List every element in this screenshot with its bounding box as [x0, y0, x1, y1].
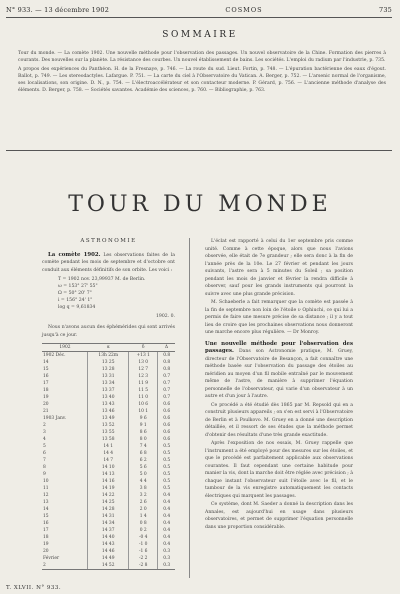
table-cell: 15 [43, 514, 49, 519]
table-cell: 20 [43, 549, 49, 554]
table-row [42, 471, 175, 478]
table-cell: 14 28 [88, 506, 128, 513]
table-cell: 0 8 [128, 520, 158, 527]
orbit-element: ω = 153° 27' 55" [58, 284, 98, 289]
table-cell: 4 [43, 437, 46, 442]
table-cell: 11 [43, 486, 49, 491]
table-cell: 2 [43, 423, 46, 428]
table-cell: 1902 Déc. [43, 353, 66, 358]
table-row [42, 422, 175, 429]
table-cell: 19 [43, 395, 49, 400]
table-row [42, 499, 175, 506]
table-row [42, 450, 175, 457]
table-row [42, 443, 175, 450]
table-row [42, 436, 175, 443]
table-cell: 5 6 [128, 464, 158, 471]
article-title: Une nouvelle méthode pour l'observation des passages. [205, 340, 353, 354]
table-cell: 6 [43, 451, 46, 456]
table-cell: 16 [43, 521, 49, 526]
table-cell: 0.7 [158, 387, 175, 394]
journal-name: COSMOS [225, 6, 263, 14]
table-cell: 2 0 [128, 506, 158, 513]
table-cell: 14 25 [88, 499, 128, 506]
table-row [42, 457, 175, 464]
footer-signature: T. XLVII. N° 933. [6, 585, 62, 591]
table-row [42, 555, 175, 562]
table-cell: 13 49 [88, 415, 128, 422]
table-cell: 0.3 [158, 562, 175, 570]
table-cell: 14 16 [88, 478, 128, 485]
header-rule [6, 17, 392, 18]
table-cell: 20 [43, 402, 49, 407]
article-paragraph: M. Schaeberle a fait remarquer que la comète est passée à la fin de septembre non loin de l'étoile ν Ophiuchi, ce qui lui a permis de faire une mesure précise de sa distance ; il y a tout lieu de croire que les prochaines observations nous donneront une marche encore plus régulière. — Dr Monroy. [205, 300, 353, 335]
table-cell: 0.5 [158, 485, 175, 492]
table-cell: 0.4 [158, 541, 175, 548]
table-cell: 9 [43, 472, 46, 477]
table-cell: 9 6 [128, 415, 158, 422]
running-header [6, 4, 392, 16]
table-cell: 10 1 [128, 408, 158, 415]
article-paragraph: L'éclat est rapporté à celui du 1er septembre pris comme unité. Comme à cette époque, alors que nous l'avions observée, elle était de 7e grandeur ; elle sera donc à la fin de l'année près de la 10e. Le 27 février et pendant les jours suivants, l'astre sera à 5 minutes du Soleil ; sa position pendant les mois de janvier et février la rendra difficile à observer, sauf pour les grands instruments qui pourront la suivre avec une plus grande précision. [205, 239, 353, 297]
table-cell: -2 2 [128, 555, 158, 562]
table-cell: 14 [43, 360, 49, 365]
table-cell: 3 [43, 430, 46, 435]
table-cell: 13 0 [128, 359, 158, 366]
table-row [42, 506, 175, 513]
table-cell: 0.6 [158, 408, 175, 415]
table-cell: 12 7 [128, 366, 158, 373]
table-cell: 9 1 [128, 422, 158, 429]
table-cell: 0.4 [158, 520, 175, 527]
table-cell: 0.6 [158, 429, 175, 436]
table-cell: 0.4 [158, 527, 175, 534]
tour-du-monde-title: TOUR DU MONDE [68, 192, 332, 217]
table-cell: 0.3 [158, 555, 175, 562]
issue-number: N° 933. — 13 décembre 1902 [6, 6, 110, 14]
table-cell: 14 40 [88, 534, 128, 541]
table-cell: 0.4 [158, 506, 175, 513]
table-cell: 0.4 [158, 513, 175, 520]
table-cell: 0.5 [158, 457, 175, 464]
table-cell: 21 [43, 409, 49, 414]
article-paragraph: Ce système, dont M. Saeder a donné la description dans les Annales, est aujourd'hui en usage dans plusieurs observatoires, et permet de supprimer l'équation personnelle dans une proportion considérable. [205, 502, 353, 530]
table-cell: 14 4 [88, 450, 128, 457]
column-divider [189, 238, 190, 578]
table-cell: 17 [43, 381, 49, 386]
table-cell: 18 [43, 535, 49, 540]
table-cell: 8 6 [128, 429, 158, 436]
table-row [42, 359, 175, 366]
table-cell: 2 [42, 562, 88, 570]
table-cell: 11 0 [128, 394, 158, 401]
sommaire-paragraph: A propos des expériences du Panthéon. H. de la Fresnaye, p. 746. — La route du sud. Lieut. Fortin, p. 748. — L'épuration bactérienne des eaux d'égout. Ballot, p. 749. — Les stereodactyles. Lafargue. P. 751. — La carte du ciel à l'Observatoire du Vatican. A. Berger, p. 752. — L'arsenic normal de l'organisme, ses localisations, son origine. D. N., p. 754. — L'électroaccélérateur et son contacteur moderne. P. Gérard, p. 756. — L'ancienne méthode d'analyse des éléments. D. Berger, p. 758. — Sociétés savantes. Académie des sciences, p. 760. — Bibliographie, p. 763. [18, 66, 386, 94]
table-row [42, 401, 175, 408]
article-title: La comète 1902. [48, 251, 101, 258]
table-cell: 0.7 [158, 394, 175, 401]
section-rule [6, 150, 392, 151]
table-cell: 13 58 [88, 436, 128, 443]
table-cell: 0.5 [158, 464, 175, 471]
table-header: α [88, 344, 128, 352]
table-row [42, 534, 175, 541]
article-intro: Les observations faites de la comète pendant les mois de septembre et d'octobre ont conduit aux éléments définitifs de son orbite. Les voici : [42, 252, 175, 273]
table-cell: 0.6 [158, 415, 175, 422]
table-row [42, 408, 175, 415]
table-cell: 14 31 [88, 513, 128, 520]
orbit-element: i = 156° 24' 1" [58, 298, 93, 303]
table-cell: 5 0 [128, 471, 158, 478]
left-column [42, 238, 175, 570]
table-cell: 14 46 [88, 548, 128, 555]
table-cell: 19 [43, 542, 49, 547]
table-header: δ [128, 344, 158, 352]
table-cell: 5 [43, 444, 46, 449]
table-cell: 1 4 [128, 513, 158, 520]
page-number: 735 [378, 6, 392, 14]
table-cell: 0.8 [158, 359, 175, 366]
table-row [42, 492, 175, 499]
table-cell: 10 6 [128, 401, 158, 408]
table-cell: 13h 22m [88, 352, 128, 360]
orbit-element: log q = 9,61834 [58, 305, 96, 310]
table-row [42, 352, 175, 360]
table-cell: 7 4 [128, 443, 158, 450]
table-cell: 13 40 [88, 394, 128, 401]
table-cell: 0.6 [158, 401, 175, 408]
table-cell: 0 2 [128, 527, 158, 534]
table-row [42, 380, 175, 387]
table-cell: 10 [43, 479, 49, 484]
table-row [42, 464, 175, 471]
table-cell: 3 8 [128, 485, 158, 492]
table-cell: 0.8 [158, 352, 175, 360]
table-row [42, 513, 175, 520]
sommaire-text [18, 50, 386, 96]
table-cell: 12 [43, 493, 49, 498]
right-column [205, 238, 353, 532]
orbit-elements [58, 276, 175, 320]
section-heading: ASTRONOMIE [80, 238, 137, 244]
table-header: 1902 [42, 344, 88, 352]
table-cell: 8 0 [128, 436, 158, 443]
article-paragraph: Après l'exposition de nos essais, M. Gruey rappelle que l'instrument a été employé pour des mesures sur les étoiles, et que le procédé est parfaitement applicable aux observations courantes. Il faut cependant une certaine habitude pour manier la vis, dont la marche doit être réglée avec précision ; à chaque instant l'observateur suit l'étoile avec le fil, et le tambour de la vis enregistre automatiquement les contacts électriques qui marquent les passages. [205, 441, 353, 499]
table-cell: 0.3 [158, 548, 175, 555]
table-cell: 14 [43, 507, 49, 512]
table-cell: 13 55 [88, 429, 128, 436]
table-cell: 13 43 [88, 401, 128, 408]
orbit-element: T = 1902 nov. 23,99937 M. de Berlin. [58, 277, 146, 282]
table-cell: 14 7 [88, 457, 128, 464]
table-cell: -1 6 [128, 548, 158, 555]
table-cell: 0.4 [158, 534, 175, 541]
table-cell: 11 5 [128, 387, 158, 394]
table-cell: 2 6 [128, 499, 158, 506]
table-cell: 14 52 [88, 562, 128, 570]
table-row [42, 527, 175, 534]
table-cell: 14 49 [88, 555, 128, 562]
table-row [42, 541, 175, 548]
table-cell: 0.5 [158, 478, 175, 485]
table-cell: 7 [43, 458, 46, 463]
table-cell: 14 22 [88, 492, 128, 499]
table-cell: 14 13 [88, 471, 128, 478]
article-paragraph: Nous n'avons aucun des éphémérides qui sont arrivés jusqu'à ce jour. [42, 325, 175, 338]
article-paragraph: Dans son Astronomie pratique, M. Gruey, directeur de l'Observatoire de Besançon, a fait connaître une méthode basée sur l'observation du passage des étoiles au méridien au moyen d'un fil mobile entraîné par le mouvement même de l'astre, de manière à supprimer l'équation personnelle de l'observateur, qui varie d'un observateur à un autre et d'un jour à l'autre. [205, 349, 353, 399]
table-cell: 13 31 [88, 373, 128, 380]
table-row [42, 478, 175, 485]
table-cell: 13 28 [88, 366, 128, 373]
table-row [42, 373, 175, 380]
table-cell: 0.5 [158, 450, 175, 457]
table-cell: -0 4 [128, 534, 158, 541]
table-cell: 13 46 [88, 408, 128, 415]
table-cell: 0.8 [158, 366, 175, 373]
table-row [42, 366, 175, 373]
table-cell: 12 3 [128, 373, 158, 380]
table-cell: 14 34 [88, 520, 128, 527]
table-row [42, 394, 175, 401]
table-cell: 14 37 [88, 527, 128, 534]
table-cell: 16 [43, 374, 49, 379]
table-row [42, 562, 175, 570]
table-cell: Février [43, 556, 60, 561]
sommaire-title: SOMMAIRE [162, 30, 238, 40]
table-cell: 0.6 [158, 436, 175, 443]
table-cell: 11 9 [128, 380, 158, 387]
table-row [42, 415, 175, 422]
table-cell: 0.5 [158, 443, 175, 450]
table-cell: 6 8 [128, 450, 158, 457]
table-row [42, 548, 175, 555]
orbit-epoch: 1902. 0. [156, 314, 175, 319]
table-cell: 6 2 [128, 457, 158, 464]
table-cell: 0.5 [158, 471, 175, 478]
table-cell: 14 10 [88, 464, 128, 471]
table-cell: -2 8 [128, 562, 158, 570]
sommaire-paragraph: Tour du monde. — La comète 1902. Une nouvelle méthode pour l'observation des passages. Un nouvel observatoire de la Chine. Formation des pierres à courants. Des nouvelles sur la planète. La résistance des courbes. Un nouvel établissement de bains. Les sociétés. L'emploi du radium par l'industrie, p. 735. [18, 51, 386, 64]
table-cell: 3 2 [128, 492, 158, 499]
table-row [42, 429, 175, 436]
table-cell: 0.4 [158, 492, 175, 499]
table-cell: 18 [43, 388, 49, 393]
table-cell: +13 1 [128, 352, 158, 360]
table-header: Δ [158, 344, 175, 352]
table-cell: 0.6 [158, 422, 175, 429]
table-row [42, 485, 175, 492]
table-cell: 4 4 [128, 478, 158, 485]
table-cell: 0.7 [158, 373, 175, 380]
table-row [42, 520, 175, 527]
table-cell: 14 19 [88, 485, 128, 492]
table-cell: 1903 Janv. [43, 416, 67, 421]
article-paragraph: Ce procédé a été étudié dès 1865 par M. Repsold qui en a construit plusieurs appareils ; on s'en est servi à l'Observatoire de Berlin et à Poulkovo. M. Gruey en a donné une description détaillée, et il ressort de ses études que la méthode permet d'obtenir des résultats d'une très grande exactitude. [205, 402, 353, 438]
table-cell: 0.7 [158, 380, 175, 387]
table-cell: 0.4 [158, 499, 175, 506]
orbit-element: Ω = 50° 20' 7" [58, 291, 92, 296]
table-cell: 13 [43, 500, 49, 505]
table-cell: 13 25 [88, 359, 128, 366]
ephemeris-table [42, 343, 175, 570]
table-cell: 14 43 [88, 541, 128, 548]
table-row [42, 387, 175, 394]
table-cell: 8 [43, 465, 46, 470]
table-cell: 13 34 [88, 380, 128, 387]
table-cell: 17 [43, 528, 49, 533]
table-cell: 15 [43, 367, 49, 372]
table-cell: -1 0 [128, 541, 158, 548]
table-cell: 14 1 [88, 443, 128, 450]
table-cell: 13 37 [88, 387, 128, 394]
table-cell: 13 52 [88, 422, 128, 429]
